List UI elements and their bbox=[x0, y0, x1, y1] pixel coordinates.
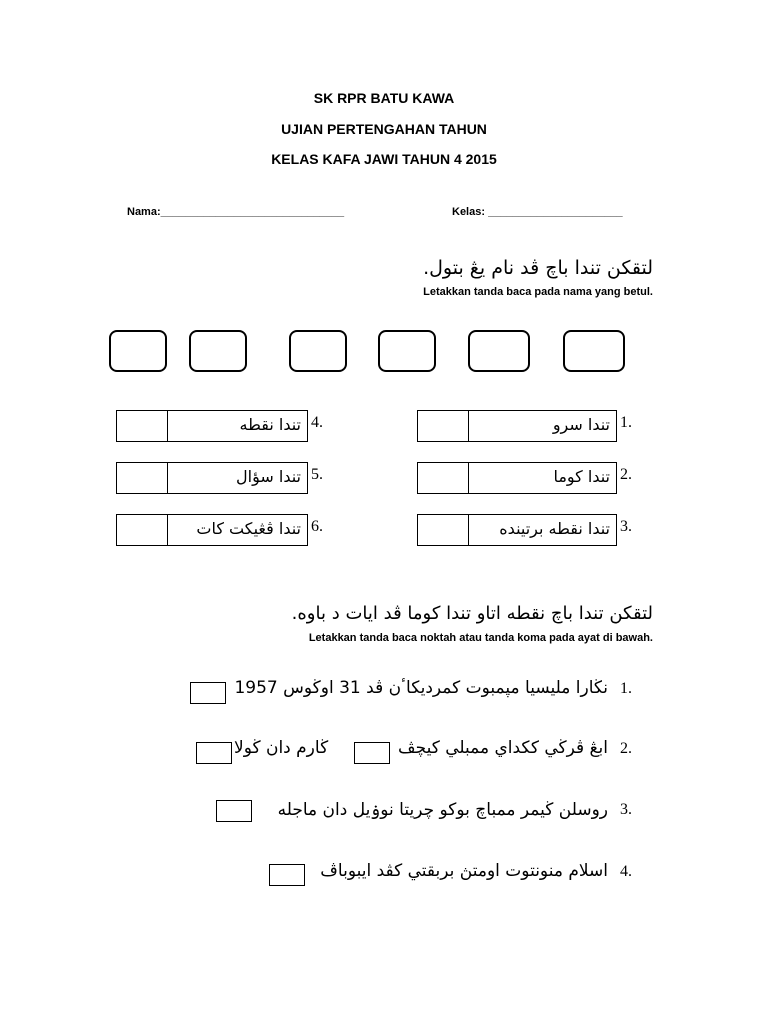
match-row-4 bbox=[116, 410, 308, 442]
sentence-1-num: 1. bbox=[620, 680, 632, 697]
sentence-4-num: 4. bbox=[620, 863, 632, 880]
kelas-field[interactable]: Kelas: ______________________ bbox=[452, 206, 623, 218]
match-row-3 bbox=[417, 514, 617, 546]
answer-box-6[interactable] bbox=[563, 330, 625, 372]
match-num-6: 6. bbox=[311, 518, 323, 535]
match-label-3: تندا نقطه برتينده bbox=[499, 519, 610, 538]
match-row-1 bbox=[417, 410, 617, 442]
punctuation-box-1[interactable] bbox=[190, 682, 226, 704]
sentence-2-num: 2. bbox=[620, 740, 632, 757]
punctuation-box-2a[interactable] bbox=[196, 742, 232, 764]
match-label-6: تندا ڤڠيكت كات bbox=[196, 519, 301, 538]
sentence-1-text: نڬارا مليسيا مپمبوت كمرديكاٴن ڤد 31 اوڬوس 1957 bbox=[234, 678, 608, 698]
section1-instruction-rumi: Letakkan tanda baca pada nama yang betul. bbox=[423, 286, 653, 298]
sentence-4-text: اسلام منونتوت اومتڽ بربقتي كڤد ايبوباڤ bbox=[320, 861, 608, 881]
match-answer-cell-5[interactable] bbox=[117, 463, 168, 493]
sentence-3-num: 3. bbox=[620, 801, 632, 818]
section1-instruction-jawi: لتقكن تندا باچ ڤد نام يڠ بتول. bbox=[423, 257, 653, 279]
match-num-5: 5. bbox=[311, 466, 323, 483]
match-row-6 bbox=[116, 514, 308, 546]
answer-box-1[interactable] bbox=[109, 330, 167, 372]
sentence-2-text-a: ابڠ ڤرڬي ككداي ممبلي كيچڤ bbox=[398, 738, 608, 758]
punctuation-box-4[interactable] bbox=[269, 864, 305, 886]
exam-title: UJIAN PERTENGAHAN TAHUN bbox=[281, 121, 487, 137]
school-name: SK RPR BATU KAWA bbox=[313, 90, 455, 106]
match-num-3: 3. bbox=[620, 518, 632, 535]
punctuation-box-2b[interactable] bbox=[354, 742, 390, 764]
match-num-1: 1. bbox=[620, 414, 632, 431]
answer-box-3[interactable] bbox=[289, 330, 347, 372]
match-answer-cell-6[interactable] bbox=[117, 515, 168, 545]
sentence-2-text-b: ڬارم دان ڬولا bbox=[234, 738, 329, 758]
match-row-2 bbox=[417, 462, 617, 494]
section2-instruction-jawi: لتقكن تندا باچ نقطه اتاو تندا كوما ڤد ايات د باوه. bbox=[291, 603, 653, 624]
match-answer-cell-2[interactable] bbox=[418, 463, 469, 493]
answer-box-5[interactable] bbox=[468, 330, 530, 372]
match-num-2: 2. bbox=[620, 466, 632, 483]
answer-box-2[interactable] bbox=[189, 330, 247, 372]
match-answer-cell-3[interactable] bbox=[418, 515, 469, 545]
match-row-5 bbox=[116, 462, 308, 494]
match-label-1: تندا سرو bbox=[552, 415, 610, 434]
match-num-4: 4. bbox=[311, 414, 323, 431]
punctuation-box-3[interactable] bbox=[216, 800, 252, 822]
answer-box-4[interactable] bbox=[378, 330, 436, 372]
match-answer-cell-4[interactable] bbox=[117, 411, 168, 441]
section2-instruction-rumi: Letakkan tanda baca noktah atau tanda koma pada ayat di bawah. bbox=[308, 632, 653, 644]
nama-field[interactable]: Nama:______________________________ bbox=[127, 206, 345, 218]
match-label-2: تندا كوما bbox=[553, 467, 610, 486]
match-answer-cell-1[interactable] bbox=[418, 411, 469, 441]
class-title: KELAS KAFA JAWI TAHUN 4 2015 bbox=[271, 151, 497, 167]
sentence-3-text: روسلن ڬيمر ممباچ بوكو چريتا نوۏيل دان ماجله bbox=[277, 800, 608, 820]
match-label-4: تندا نقطه bbox=[239, 415, 301, 434]
match-label-5: تندا سؤال bbox=[236, 467, 301, 486]
